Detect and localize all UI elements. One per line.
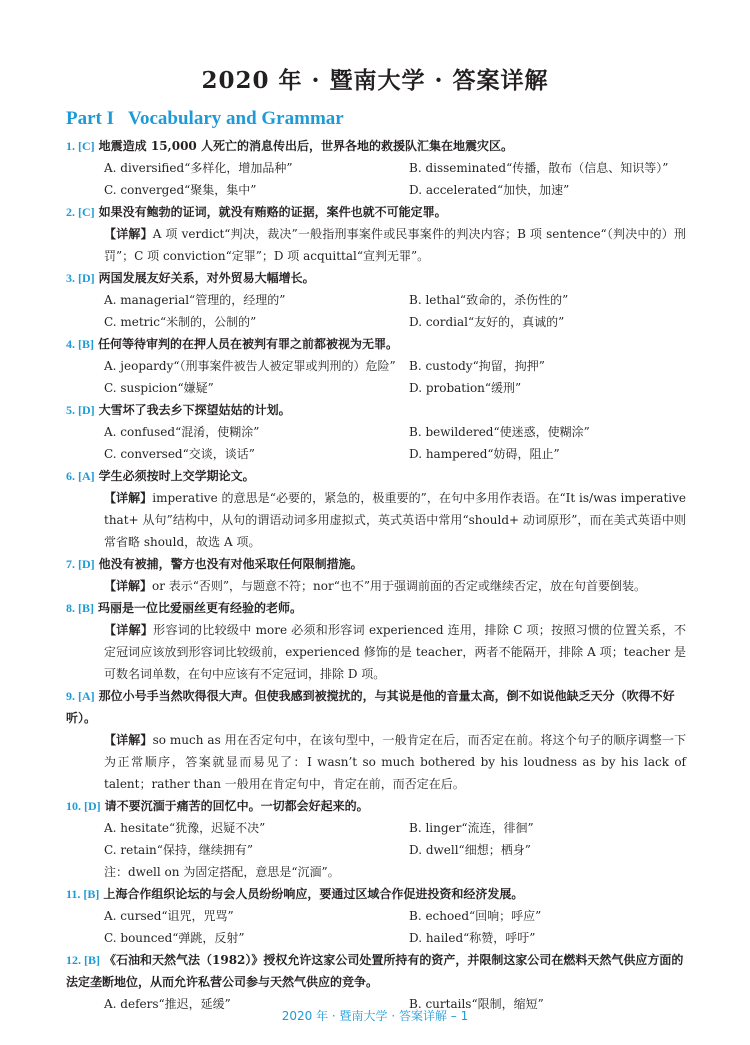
option-d: D. hailed“称赞，呼吁” <box>409 931 536 945</box>
option-d: D. cordial“友好的，真诚的” <box>409 315 565 329</box>
option-b: B. custody“拘留，拘押” <box>409 359 545 373</box>
option-a: A. managerial“管理的，经理的” <box>104 293 286 307</box>
detail-tag: 【详解】 <box>104 227 153 241</box>
option-a: A. defers“推迟，延缓” <box>104 997 231 1011</box>
detail-text: so much as 用在否定句中，在该句型中，一般肯定在后，而否定在前。将这个句子的顺序调整一下为正常顺序，答案就显而易见了：I wasn’t so much bothered by his loudness as by his lack of talent；rather than 一般用在肯定句中，肯定在前，而否定在后。 <box>104 733 686 791</box>
answer-list <box>66 135 686 1015</box>
part-label: Part I <box>66 108 115 129</box>
option-c: C. metric“米制的，公制的” <box>104 315 257 329</box>
question-number: 5. [D] <box>66 403 95 417</box>
question-text: 请不要沉湎于痛苦的回忆中。一切都会好起来的。 <box>104 799 369 813</box>
option-b: B. lethal“致命的，杀伤性的” <box>409 293 569 307</box>
question-8 <box>66 597 686 685</box>
option-d: D. hampered“妨碍，阻止” <box>409 447 560 461</box>
question-text: 那位小号手当然吹得很大声。但使我感到被搅扰的，与其说是他的音量太高，倒不如说他缺乏天分（吹得不好听）。 <box>66 689 675 725</box>
question-7 <box>66 553 686 597</box>
question-text: 他没有被捕，警方也没有对他采取任何限制措施。 <box>98 557 363 571</box>
option-a: A. confused“混淆，使糊涂” <box>104 425 260 439</box>
question-text: 玛丽是一位比爱丽丝更有经验的老师。 <box>98 601 303 615</box>
question-text: 《石油和天然气法（1982）》授权允许这家公司处置所持有的资产，并限制这家公司在燃料天然气供应方面的法定垄断地位，从而允许私营公司参与天然气供应的竞争。 <box>66 953 684 989</box>
question-number: 6. [A] <box>66 469 95 483</box>
option-d: D. accelerated“加快，加速” <box>409 183 570 197</box>
question-number: 8. [B] <box>66 601 94 615</box>
page-footer: 2020 年 · 暨南大学 · 答案详解 – 1 <box>281 1009 469 1023</box>
question-number: 10. [D] <box>66 799 101 813</box>
detail-text: or 表示“否则”，与题意不符；nor“也不”用于强调前面的否定或继续否定，放在句首要倒装。 <box>152 579 647 593</box>
option-a: A. diversified“多样化，增加品种” <box>104 161 293 175</box>
question-9 <box>66 685 686 795</box>
question-10 <box>66 795 686 883</box>
question-number: 7. [D] <box>66 557 95 571</box>
question-12 <box>66 949 686 1015</box>
option-d: D. probation“缓刑” <box>409 381 522 395</box>
option-a: A. cursed“诅咒，咒骂” <box>104 909 234 923</box>
question-text: 大雪坏了我去乡下探望姑姑的计划。 <box>98 403 291 417</box>
option-b: B. bewildered“使迷惑，使糊涂” <box>409 425 590 439</box>
question-1 <box>66 135 686 201</box>
note: 注：dwell on 为固定搭配，意思是“沉湎”。 <box>104 865 340 879</box>
option-c: C. bounced“弹跳，反射” <box>104 931 245 945</box>
question-number: 12. [B] <box>66 953 100 967</box>
question-3 <box>66 267 686 333</box>
question-11 <box>66 883 686 949</box>
option-b: B. echoed“回响；呼应” <box>409 909 542 923</box>
question-number: 11. [B] <box>66 887 100 901</box>
question-number: 3. [D] <box>66 271 95 285</box>
detail-tag: 【详解】 <box>104 579 153 593</box>
option-b: B. curtails“限制，缩短” <box>409 997 544 1011</box>
part-name: Vocabulary and Grammar <box>128 108 344 129</box>
question-4 <box>66 333 686 399</box>
question-number: 9. [A] <box>66 689 95 703</box>
detail-text: A 项 verdict“判决，裁决”一般指刑事案件或民事案件的判决内容；B 项 sentence“（判决中的）刑罚”；C 项 conviction“定罪”；D 项 acquittal“宣判无罪”。 <box>104 227 686 263</box>
part-heading <box>66 108 344 130</box>
option-a: A. jeopardy“（刑事案件被告人被定罪或判刑的）危险” <box>104 359 396 373</box>
question-text: 任何等待审判的在押人员在被判有罪之前都被视为无罪。 <box>98 337 399 351</box>
question-text: 如果没有鲍勃的证词，就没有贿赂的证据，案件也就不可能定罪。 <box>98 205 447 219</box>
question-number: 2. [C] <box>66 205 95 219</box>
option-c: C. retain“保持，继续拥有” <box>104 843 254 857</box>
detail-text: imperative 的意思是“必要的，紧急的，极重要的”，在句中多用作表语。在“It is/was imperative that+ 从句”结构中，从句的谓语动词多用虚拟式，英式英语中常用“should+ 动词原形”，而在美式英语中则常省略 should，故选 A 项。 <box>104 491 686 549</box>
detail-tag: 【详解】 <box>104 623 154 637</box>
question-number: 1. [C] <box>66 139 95 153</box>
option-c: C. suspicion“嫌疑” <box>104 381 214 395</box>
detail-tag: 【详解】 <box>104 491 153 505</box>
question-5 <box>66 399 686 465</box>
option-d: D. dwell“细想；栖身” <box>409 843 531 857</box>
question-number: 4. [B] <box>66 337 94 351</box>
detail-text: 形容词的比较级中 more 必须和形容词 experienced 连用，排除 C 项；按照习惯的位置关系，不定冠词应该放到形容词比较级前，experienced 修饰的是 teacher，两者不能隔开，排除 A 项；teacher 是可数名词单数，在句中应该有不定冠词，排除 D 项。 <box>104 623 686 681</box>
option-c: C. converged“聚集，集中” <box>104 183 257 197</box>
question-6 <box>66 465 686 553</box>
detail-tag: 【详解】 <box>104 733 153 747</box>
page-title: 2020 年 · 暨南大学 · 答案详解 <box>201 67 549 94</box>
option-c: C. conversed“交谈，谈话” <box>104 447 255 461</box>
question-text: 地震造成 15,000 人死亡的消息传出后，世界各地的救援队汇集在地震灾区。 <box>98 139 513 153</box>
option-b: B. disseminated“传播，散布（信息、知识等）” <box>409 161 669 175</box>
question-2 <box>66 201 686 267</box>
question-text: 两国发展友好关系，对外贸易大幅增长。 <box>98 271 315 285</box>
option-a: A. hesitate“犹豫，迟疑不决” <box>104 821 266 835</box>
question-text: 学生必须按时上交学期论文。 <box>98 469 255 483</box>
question-text: 上海合作组织论坛的与会人员纷纷响应，要通过区域合作促进投资和经济发展。 <box>103 887 524 901</box>
option-b: B. linger“流连，徘徊” <box>409 821 534 835</box>
